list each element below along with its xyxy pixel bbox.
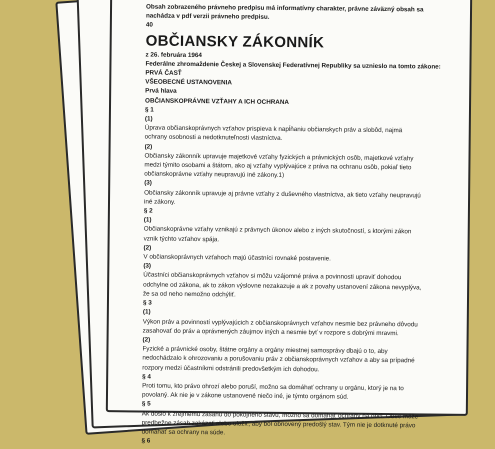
paragraph-text: odchylne od zákona, ak to zákon výslovne nezakazuje a ak z povahy ustanovení zákona nevyplýva, <box>143 281 422 292</box>
paragraph-text: povolaný. Ak nie je v zákone ustanovené niečo iné, je týmto orgánom súd. <box>141 391 349 401</box>
paragraph-text: V občianskoprávnych vzťahoch majú účastníci rovnaké postavenie. <box>143 253 331 263</box>
document-date: z 26. februára 1964 <box>145 51 202 59</box>
paragraph-text: ochrany osobnosti a nedotknuteľnosti vlastníctva. <box>144 133 283 143</box>
document-number: 40 <box>145 21 153 29</box>
paragraph-text: Účastníci občianskoprávnych vzťahov si môžu vzájomné práva a povinnosti upraviť dohodou <box>143 271 402 282</box>
document-title: OBČIANSKY ZÁKONNÍK <box>145 32 325 51</box>
paragraph-number: (1) <box>144 115 153 123</box>
paragraph-text: Proti tomu, kto právo ohrozí alebo poruší, možno sa domáhať ochrany u orgánu, ktorý je na to <box>142 382 404 393</box>
section-heading: § 5 <box>141 400 151 408</box>
paragraph-text: Občiansky zákonník upravuje majetkové vzťahy fyzických a právnických osôb, majetkové vzťahy <box>144 152 414 163</box>
general-heading: VŠEOBECNÉ USTANOVENIA <box>145 78 232 87</box>
paragraph-number: (2) <box>143 244 152 252</box>
section-heading: § 3 <box>142 299 152 307</box>
paragraph-number: (2) <box>144 143 153 151</box>
paragraph-text: Občianskoprávne vzťahy vznikajú z právnych úkonov alebo z iných skutočností, s ktorými zákon <box>143 225 412 236</box>
paragraph-number: (3) <box>143 262 152 270</box>
paragraph-number: (1) <box>143 216 152 224</box>
paragraph-text: Občiansky zákonník upravuje aj právne vzťahy z duševného vlastníctva, ak tieto vzťahy neupravujú <box>144 189 421 200</box>
paragraph-text: že sa od neho nemožno odchýliť. <box>143 290 236 299</box>
paragraph-text: Fyzické a právnické osoby, štátne orgány a orgány miestnej samosprávy dbajú o to, aby <box>142 345 388 356</box>
paragraph-text: Výkon práv a povinností vyplývajúcich z občianskoprávnych vzťahov nesmie bez právneho dôvodu <box>142 317 418 328</box>
enactment-clause: Federálne zhromaždenie Českej a Slovenskej Federatívnej Republiky sa uznieslo na tomto zákone: <box>145 60 441 71</box>
paragraph-text: iné zákony. <box>143 198 176 206</box>
law-document <box>141 0 462 449</box>
notice-line: nachádza v pdf verzii právneho predpisu. <box>145 12 270 21</box>
section-heading: § 6 <box>141 437 151 445</box>
section-heading: § 1 <box>144 106 154 114</box>
paragraph-text: občianskoprávne vzťahy neupravujú iné zákony.1) <box>144 170 285 180</box>
paragraph-text: medzi týmito osobami a štátom, ako aj vzťahy vyplývajúce z práva na ochranu osôb, pokiaľ tieto <box>144 161 412 172</box>
paragraph-text: predbežne zásah zakázať alebo uložiť, aby bol obnovený predošlý stav. Tým nie je dotknuté právo <box>141 419 416 430</box>
part-heading: PRVÁ ČASŤ <box>145 69 182 77</box>
section-heading: § 2 <box>143 207 153 215</box>
paragraph-text: Ak došlo k zrejmému zásahu do pokojného stavu, možno sa domáhať ochrany na obci. Obec môže <box>141 410 419 420</box>
paragraph-text: rozpory medzi účastníkmi odstránili predovšetkým ich dohodou. <box>142 363 320 373</box>
section-heading: § 4 <box>142 373 151 381</box>
paragraph-text: Úprava občianskoprávnych vzťahov prispieva k napĺňaniu občianskych práv a slobôd, najmä <box>144 124 403 135</box>
paragraph-text: vznik týchto vzťahov spája. <box>143 235 220 243</box>
paragraph-number: (3) <box>144 179 152 188</box>
relations-heading: OBČIANSKOPRÁVNE VZŤAHY A ICH OCHRANA <box>145 97 290 106</box>
paragraph-text: domáhať sa ochrany na súde. <box>141 428 226 437</box>
paragraph-text: zasahovať do práv a oprávnených záujmov iných a nesmie byť v rozpore s dobrými mravmi. <box>142 327 399 337</box>
paragraph-number: (1) <box>142 308 151 316</box>
front-sheet <box>106 0 472 445</box>
paragraph-number: (2) <box>142 336 151 344</box>
notice-line: Obsah zobrazeného právneho predpisu má informatívny charakter, právne záväzný obsah sa <box>146 3 424 14</box>
paragraph-text: nedochádzalo k ohrozovaniu a porušovaniu práv z občianskoprávnych vzťahov a aby sa prípadné <box>142 354 415 365</box>
head-heading: Prvá hlava <box>145 87 177 96</box>
